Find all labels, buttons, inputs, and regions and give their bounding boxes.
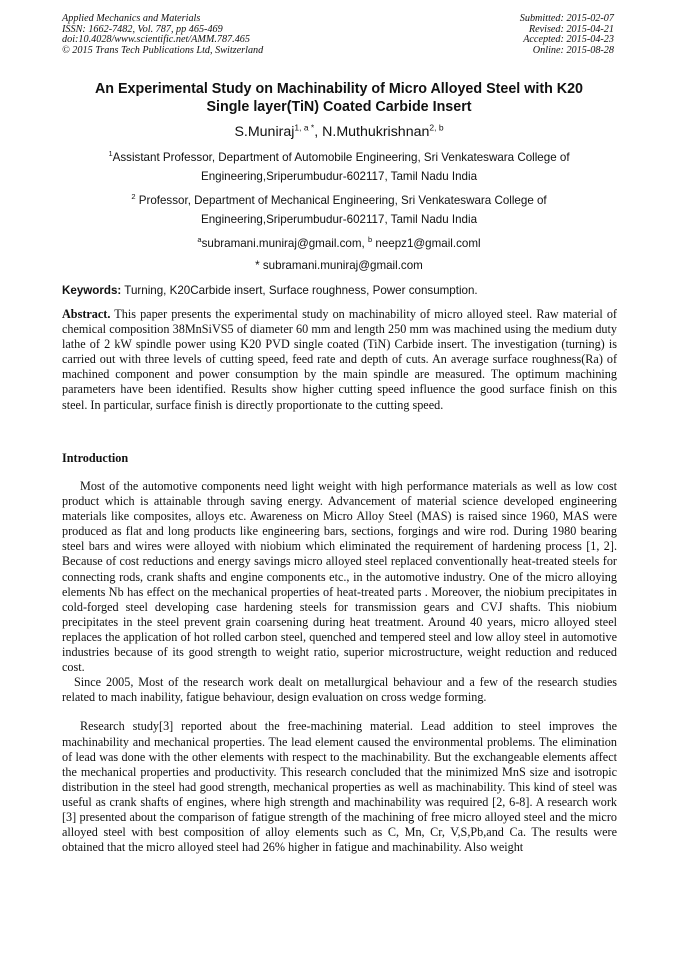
author-2-superscript: 2, b: [429, 122, 444, 133]
title-line-2: Single layer(TiN) Coated Carbide Insert: [206, 99, 472, 115]
email-a: subramani.muniraj@gmail.com,: [201, 237, 368, 250]
affiliation-2: [40, 191, 638, 229]
paragraph-1: Most of the automotive components need light weight with high performance materials as well as low cost product which is attainable through saving energy. Advancement of material science developed engineering materials like composites, alloys etc. Awareness on Micro Alloy Steel (MAS) is raised since 1960, MAS were produced as flat and long products like engineering bars, sections, forgings and wire rod. During 1980 bearing steel bars and wires were alloyed with niobium which eliminated the requirement of hardening process [1, 2]. Because of cost reductions and energy savings micro alloyed steel replaced conventionally heat-treated steels for connecting rods, crank shafts and engine components etc., in the automotive industry. One of the micro alloying elements Nb has effect on the mechanical properties of heat-treated parts . Moreover, the niobium precipitates in cold-forged steel developing case hardening steels for transmission gears and CVJ shafts. This niobium precipitates in the steel prevent grain coarsening during heat treatment. Around 40 years, micro alloyed steel replaces the application of hot rolled carbon steel, quenched and tempered steel and low alloy steel in automotive industries because of its good strength to weight ratio, superior microstructure, weight reduction and reduced cost.: [62, 479, 617, 675]
doi: doi:10.4028/www.scientific.net/AMM.787.465: [62, 34, 250, 46]
affiliation-1-marker: 1: [108, 149, 113, 159]
publication-dates: [520, 14, 614, 57]
paragraph-3: Research study[3] reported about the free-machining material. Lead addition to steel improves the machinability and mechanical properties. The lead element caused the environmental problems. The elimination of lead was done with the other elements with respect to the machinability. But the exchangeable elements affect the mechanical properties and productivity. This research concluded that the minimized MnS size and isotropic distribution in the steel had good strength, mechanical properties as well as machinability. This kind of steel was useful as crank shafts of engines, where high strength and machinability was required [2, 6-8]. A research work [3] presented about the comparison of fatigue strength of the machining of free micro alloyed steel and the micro alloyed steel with best composition of alloy elements such as C, Mn, Cr, V,S,Pb,and Ca. The results were obtained that the micro alloyed steel had 26% higher in fatigue and machinability. Also weight: [62, 719, 617, 855]
journal-info: [62, 14, 263, 57]
keywords-label: Keywords:: [62, 284, 122, 297]
paper-title: [30, 80, 648, 116]
email-b: neepz1@gmail.coml: [372, 237, 481, 250]
abstract-text: This paper presents the experimental study on machinability of micro alloyed steel. Raw material of chemical composition 38MnSiVS5 of diameter 60 mm and length 250 mm was machined using the medium duty lathe of 2 kW spindle power using K20 PVD single coated (TiN) Carbide insert. The investigation (turning) is carried out with three levels of cutting speed, feed rate and depth of cuts. An average surface roughness(Ra) of machined component and power consumption by the main spindle are measured. The optimum machining parameters have been identified. Results show higher cutting speed influence the good surface finish on this steel. In particular, surface finish is directly proportionate to the cutting speed.: [62, 307, 617, 412]
email-a-marker: a: [197, 235, 202, 245]
issn-volume-pages: ISSN: 1662-7482, Vol. 787, pp 465-469: [62, 23, 223, 35]
abstract: [62, 307, 617, 413]
affiliation-2-line-1: Professor, Department of Mechanical Engineering, Sri Venkateswara College of: [135, 194, 547, 207]
author-emails: [40, 234, 638, 253]
affiliation-1-line-2: Engineering,Sriperumbudur-602117, Tamil Nadu India: [200, 170, 478, 183]
introduction-body: [62, 479, 617, 855]
email-b-marker: b: [367, 235, 373, 245]
revised-date: Revised: 2015-04-21: [528, 23, 614, 35]
author-1: S.Muniraj: [234, 124, 295, 140]
online-date: Online: 2015-08-28: [532, 45, 614, 57]
paragraph-2: Since 2005, Most of the research work dealt on metallurgical behaviour and a few of the research studies related to mach inability, fatigue behaviour, design evaluation on cross wedge forming.: [62, 675, 617, 705]
journal-name: Applied Mechanics and Materials: [62, 13, 201, 24]
author-2: N.Muthukrishnan: [322, 124, 430, 140]
affiliation-1-line-1: Assistant Professor, Department of Automobile Engineering, Sri Venkateswara College of: [112, 151, 570, 164]
keywords-text: Turning, K20Carbide insert, Surface roughness, Power consumption.: [121, 284, 478, 297]
affiliation-1: [40, 148, 638, 186]
author-list: [20, 123, 658, 141]
affiliation-2-marker: 2: [131, 192, 136, 202]
title-line-1: An Experimental Study on Machinability of Micro Alloyed Steel with K20: [94, 81, 584, 97]
author-1-superscript: 1, a *: [294, 122, 315, 133]
copyright: © 2015 Trans Tech Publications Ltd, Switzerland: [62, 45, 264, 57]
affiliation-2-line-2: Engineering,Sriperumbudur-602117, Tamil Nadu India: [200, 213, 478, 226]
author-separator: ,: [314, 124, 323, 140]
section-heading-introduction: Introduction: [62, 451, 129, 465]
abstract-label: Abstract.: [62, 307, 111, 321]
accepted-date: Accepted: 2015-04-23: [523, 34, 614, 46]
keywords: [62, 283, 618, 298]
corresponding-email: * subramani.muniraj@gmail.com: [255, 259, 423, 272]
submitted-date: Submitted: 2015-02-07: [519, 13, 614, 24]
